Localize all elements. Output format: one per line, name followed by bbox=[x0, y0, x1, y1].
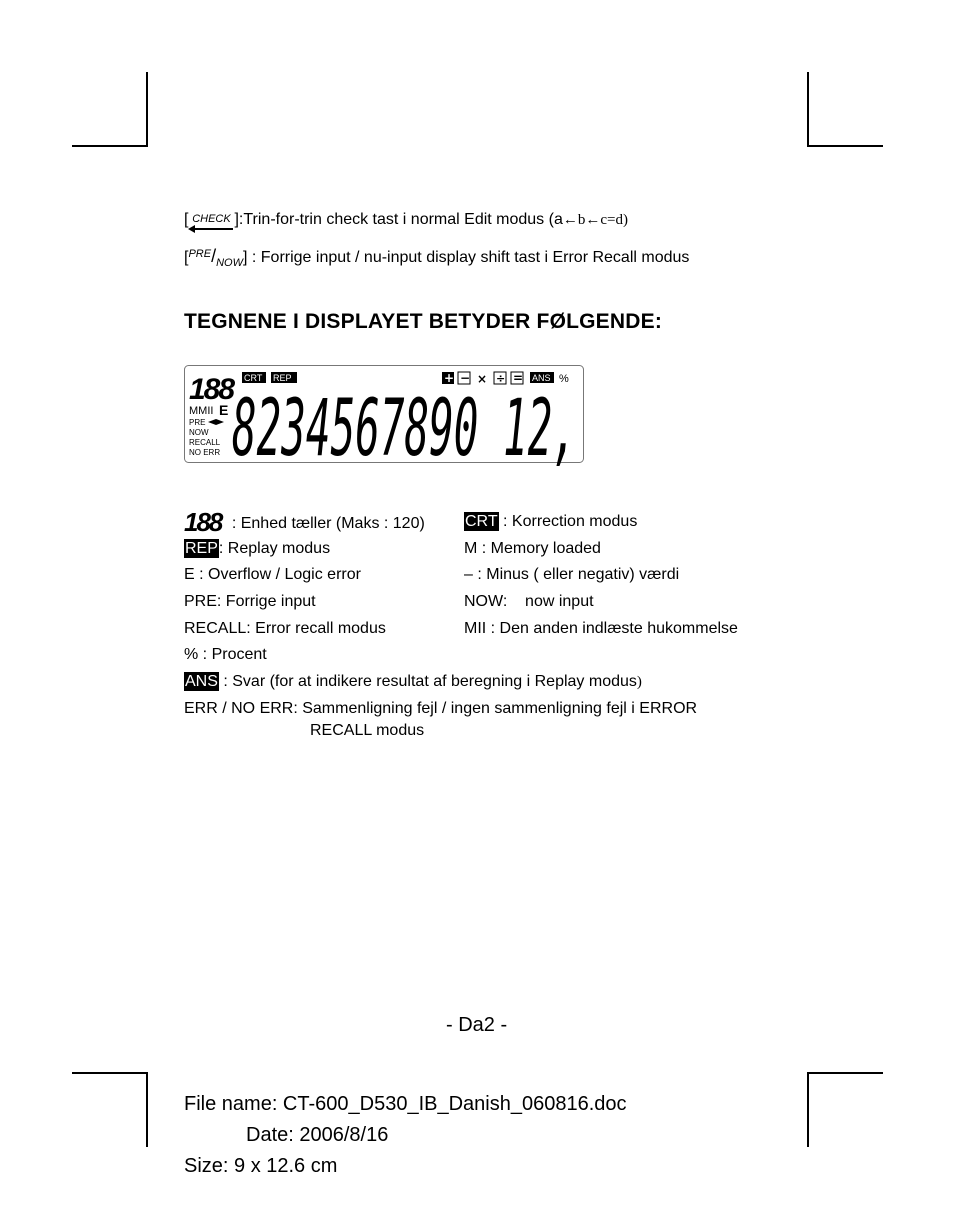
svg-text:−: − bbox=[460, 371, 471, 385]
var-b: b bbox=[577, 212, 586, 228]
left-arrow-icon bbox=[188, 225, 234, 233]
crt-desc: : Korrection modus bbox=[498, 513, 638, 530]
legend-recall: RECALL: Error recall modus bbox=[184, 620, 386, 637]
crop-mark-bottom-right-h bbox=[807, 1072, 883, 1074]
check-key-description: :Trin-for-trin check tast i normal Edit modus (a bbox=[238, 211, 563, 228]
now-label: NOW bbox=[216, 257, 243, 269]
legend-err-2: RECALL modus bbox=[310, 722, 425, 739]
prenow-key-description: : Forrige input / nu-input display shift tast i Error Recall modus bbox=[247, 249, 690, 266]
counter-desc: : Enhed tæller (Maks : 120) bbox=[227, 515, 425, 532]
legend-m: M : Memory loaded bbox=[464, 540, 601, 557]
crt-label: CRT bbox=[465, 513, 498, 530]
lcd-now-indicator: NOW bbox=[189, 428, 209, 437]
svg-text:÷: ÷ bbox=[496, 372, 506, 385]
legend-counter bbox=[184, 507, 425, 537]
crop-mark-bottom-right-v bbox=[807, 1072, 809, 1147]
lcd-mm-indicator: MMII bbox=[189, 405, 214, 417]
lcd-minus-icon bbox=[458, 371, 470, 385]
legend-now: NOW: now input bbox=[464, 593, 594, 610]
lcd-ans-badge: ANS bbox=[532, 373, 551, 383]
lcd-e-indicator: E bbox=[219, 402, 229, 418]
crop-mark-top-left-v bbox=[146, 72, 148, 147]
lcd-equals-icon bbox=[511, 371, 523, 385]
bracket-open: [ bbox=[184, 249, 189, 266]
rep-desc: : Replay modus bbox=[218, 540, 331, 557]
lcd-display bbox=[184, 365, 584, 474]
lcd-recall-indicator: RECALL bbox=[189, 438, 221, 447]
lcd-crt-badge: CRT bbox=[244, 373, 263, 383]
svg-text:×: × bbox=[477, 372, 488, 386]
arrow-left-2: ← bbox=[585, 212, 601, 228]
arrow-left-1: ← bbox=[562, 212, 578, 228]
crop-mark-top-left-h bbox=[72, 145, 148, 147]
svg-text:=: = bbox=[513, 371, 524, 385]
ans-label: ANS bbox=[185, 673, 218, 690]
crop-mark-top-right-v bbox=[807, 72, 809, 147]
bracket-close: ] bbox=[242, 249, 248, 266]
footer-date: Date: 2006/8/16 bbox=[246, 1124, 389, 1146]
legend-ans bbox=[184, 672, 642, 692]
footer-size: Size: 9 x 12.6 cm bbox=[184, 1155, 338, 1177]
crop-mark-bottom-left-h bbox=[72, 1072, 148, 1074]
legend-e: E : Overflow / Logic error bbox=[184, 566, 361, 583]
pre-label: PRE bbox=[188, 248, 212, 260]
bracket-close: ] bbox=[234, 211, 239, 228]
lcd-pre-indicator: PRE bbox=[189, 418, 206, 427]
crop-mark-top-right-h bbox=[807, 145, 883, 147]
lcd-main-digits: 8234567890 12, bbox=[232, 384, 577, 474]
legend-err-1: ERR / NO ERR: Sammenligning fejl / ingen sammenligning fejl i ERROR bbox=[184, 700, 698, 717]
section-heading: TEGNENE I DISPLAYET BETYDER FØLGENDE: bbox=[184, 310, 663, 333]
ans-desc: : Svar (for at indikere resultat af beregning i Replay modus bbox=[218, 673, 637, 690]
legend-crt bbox=[464, 512, 637, 532]
lcd-plus-icon bbox=[442, 371, 454, 385]
rep-label: REP bbox=[185, 540, 218, 557]
check-key-line bbox=[184, 210, 628, 231]
page-number: - Da2 - bbox=[446, 1014, 508, 1036]
lcd-percent: % bbox=[559, 373, 569, 385]
prenow-key-line bbox=[184, 246, 689, 269]
ans-paren: ) bbox=[636, 674, 642, 690]
svg-text:+: + bbox=[444, 371, 455, 385]
var-c-equals-d: c=d) bbox=[600, 212, 628, 228]
legend-minus: – : Minus ( eller negativ) værdi bbox=[464, 566, 680, 583]
legend-percent: % : Procent bbox=[184, 646, 267, 663]
slash: / bbox=[211, 246, 217, 266]
legend-rep bbox=[184, 539, 330, 559]
lcd-rep-badge: REP bbox=[273, 373, 292, 383]
lcd-noerr-indicator: NO ERR bbox=[189, 448, 221, 457]
crop-mark-bottom-left-v bbox=[146, 1072, 148, 1147]
footer-file-name: File name: CT-600_D530_IB_Danish_060816.doc bbox=[184, 1093, 627, 1115]
check-key-label: CHECK bbox=[188, 210, 234, 231]
lcd-counter: 188 bbox=[189, 373, 234, 406]
counter-symbol: 188 bbox=[184, 507, 222, 537]
legend-mii: MII : Den anden indlæste hukommelse bbox=[464, 620, 738, 637]
legend-pre: PRE: Forrige input bbox=[184, 593, 316, 610]
bracket-open: [ bbox=[184, 211, 189, 228]
